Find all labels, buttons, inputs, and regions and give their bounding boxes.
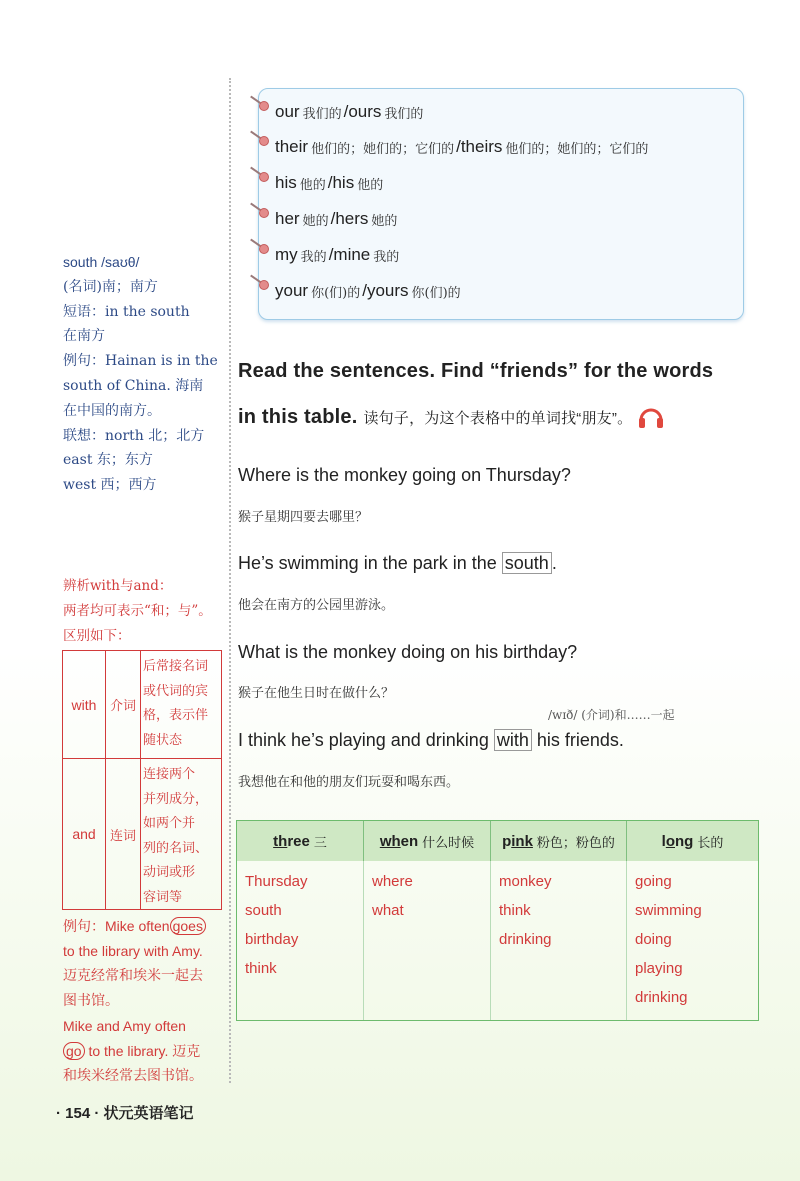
header-when-rest: en <box>400 832 419 850</box>
header-long <box>627 821 758 861</box>
compare-desc-line: 后常接名词 <box>143 659 209 674</box>
sentence-1-zh: 猴子星期四要去哪里？ <box>238 510 369 525</box>
with-and-title-2: 两者均可表示“和；与”。 <box>63 602 212 619</box>
table-column <box>364 861 491 1020</box>
sentence-4-zh: 我想他在和他的朋友们玩耍和喝东西。 <box>238 775 460 790</box>
table-cell: birthday <box>245 931 299 948</box>
table-cell: think <box>499 902 531 919</box>
compare-and-pos: 连词 <box>106 759 141 909</box>
compare-row-with <box>63 651 221 759</box>
pronoun-adj-zh: 我的 <box>300 249 327 265</box>
pushpin-icon <box>244 242 270 268</box>
compare-with-desc <box>143 655 219 753</box>
sentence-2-end: . <box>551 553 557 573</box>
instruction-en: in this table. <box>238 405 358 428</box>
instruction-line-1: Read the sentences. Find “friends” for the words <box>238 360 714 382</box>
compare-desc-line: 随状态 <box>143 732 183 748</box>
instruction-zh: 读句子，为这个表格中的单词找“朋友”。 <box>363 409 633 427</box>
compare-desc-line: 列的名词、 <box>143 840 209 856</box>
header-long-ul: o <box>665 832 675 850</box>
with-and-title-3: 区别如下： <box>63 627 131 644</box>
pronoun-row <box>244 276 463 306</box>
example-2-zh: 和埃米经常去图书馆。 <box>63 1068 203 1084</box>
example-2-line-1: Mike and Amy often <box>63 1018 186 1034</box>
sentence-4-en <box>238 730 624 751</box>
table-column <box>237 861 364 1020</box>
south-note-line: 联想：north 北；北方 <box>63 427 205 444</box>
example-2-line-2 <box>63 1039 206 1064</box>
sentence-4-end: his friends. <box>531 730 624 750</box>
example-1-circled: goes <box>170 917 206 935</box>
sentence-2-text: He’s swimming in the park in the <box>238 553 502 573</box>
pronoun-adj: her <box>275 209 300 228</box>
example-1-line-2: to the library with Amy. <box>63 943 203 959</box>
with-pronunciation-note: /wɪð/ (介词)和……一起 <box>548 708 675 722</box>
table-cell: swimming <box>635 902 702 919</box>
pushpin-icon <box>244 278 270 304</box>
with-and-title <box>63 574 212 648</box>
header-pink-ul: ink <box>511 832 533 850</box>
pronoun-noun: /his <box>327 173 355 192</box>
pronoun-adj-zh: 她的 <box>302 213 329 229</box>
instruction-line-2 <box>238 402 666 432</box>
pronoun-adj: his <box>275 173 297 192</box>
header-when-ul: wh <box>379 832 401 850</box>
example-1-line-1 <box>63 914 206 939</box>
pushpin-icon <box>244 134 270 160</box>
pronoun-adj: our <box>275 102 300 121</box>
pronoun-row <box>244 97 425 127</box>
pronoun-adj: their <box>275 137 309 156</box>
table-body <box>237 861 758 1020</box>
sentence-4-text: I think he’s playing and drinking <box>238 730 494 750</box>
table-cell: drinking <box>499 931 552 948</box>
keyword-with: with <box>494 729 532 751</box>
example-2-post: to the library. 迈克 <box>84 1043 201 1059</box>
pronoun-row <box>244 168 385 198</box>
with-and-compare-table <box>62 650 222 910</box>
table-cell: Thursday <box>245 873 308 890</box>
table-cell: south <box>245 902 282 919</box>
south-note-line: 例句：Hainan is in the <box>63 353 218 370</box>
pronoun-adj: my <box>275 245 298 264</box>
example-1-zh-2: 图书馆。 <box>63 993 119 1009</box>
compare-and-word: and <box>63 759 106 909</box>
with-and-examples <box>63 914 206 1089</box>
table-cell: playing <box>635 960 683 977</box>
sentence-3-zh: 猴子在他生日时在做什么？ <box>238 686 395 701</box>
header-long-pre: l <box>661 832 666 850</box>
south-note-line: 短语：in the south <box>63 303 190 320</box>
compare-desc-line: 动词或形 <box>143 865 196 880</box>
pronoun-noun: /mine <box>328 245 371 264</box>
table-header <box>237 821 758 861</box>
header-pink <box>491 821 627 861</box>
pronoun-noun-zh: 她的 <box>371 213 398 229</box>
pronoun-noun-zh: 我们的 <box>384 106 424 122</box>
table-cell: what <box>372 902 404 919</box>
example-2-circled: go <box>63 1042 85 1060</box>
sentence-2-zh: 他会在南方的公园里游泳。 <box>238 598 395 613</box>
table-column <box>491 861 627 1020</box>
sentence-1-en: Where is the monkey going on Thursday? <box>238 465 571 485</box>
table-cell: think <box>245 960 277 977</box>
header-three-rest: ree <box>287 832 310 850</box>
south-note-line: south /saʊθ/ <box>63 254 140 270</box>
pronoun-row <box>244 132 650 162</box>
sound-sorting-table <box>236 820 759 1021</box>
table-cell: where <box>372 873 413 890</box>
header-pink-pre: p <box>502 832 512 850</box>
header-three-zh: 三 <box>313 834 327 850</box>
header-pink-zh: 粉色；粉色的 <box>536 834 615 850</box>
header-when <box>364 821 491 861</box>
compare-desc-line: 容词等 <box>143 889 183 905</box>
pronoun-noun: /yours <box>362 281 409 300</box>
margin-divider <box>229 78 231 1083</box>
page-footer: · 154 · 状元英语笔记 <box>56 1105 194 1122</box>
compare-desc-line: 或代词的宾 <box>143 683 209 699</box>
table-cell: drinking <box>635 989 688 1006</box>
table-cell: monkey <box>499 873 552 890</box>
pronoun-noun: /ours <box>343 102 382 121</box>
pushpin-icon <box>244 206 270 232</box>
pronoun-noun-zh: 你(们)的 <box>411 285 461 301</box>
south-note-line: west 西；西方 <box>63 477 157 494</box>
header-when-zh: 什么时候 <box>422 834 475 850</box>
compare-desc-line: 连接两个 <box>143 767 196 782</box>
sentence-3-en: What is the monkey doing on his birthday? <box>238 642 578 662</box>
south-note-line: 在中国的南方。 <box>63 402 161 419</box>
pronoun-row <box>244 204 399 234</box>
pronoun-adj-zh: 你(们)的 <box>311 285 361 301</box>
pronoun-adj-zh: 他们的；她们的；它们的 <box>311 141 455 157</box>
pronoun-adj-zh: 他的 <box>299 177 326 193</box>
table-cell: going <box>635 873 672 890</box>
south-note-line: south of China. 海南 <box>63 377 204 394</box>
pushpin-icon <box>244 170 270 196</box>
south-note-line: (名词)南；南方 <box>63 278 158 295</box>
pronoun-noun-zh: 我的 <box>373 249 400 265</box>
pronoun-noun: /theirs <box>456 137 503 156</box>
header-three-ul: th <box>273 832 288 850</box>
pronoun-noun-zh: 他的 <box>357 177 384 193</box>
pronoun-noun-zh: 他们的；她们的；它们的 <box>505 141 649 157</box>
table-cell: doing <box>635 931 672 948</box>
pronoun-adj-zh: 我们的 <box>302 106 342 122</box>
table-column <box>627 861 758 1020</box>
south-vocab-note <box>63 250 218 498</box>
pronoun-adj: your <box>275 281 309 300</box>
compare-desc-line: 格，表示伴 <box>143 708 209 723</box>
example-1-pre: 例句：Mike often <box>63 918 170 934</box>
compare-with-word: with <box>63 651 106 758</box>
compare-desc-line: 并列成分， <box>143 791 209 807</box>
pushpin-icon <box>244 99 270 125</box>
compare-and-desc <box>143 763 219 910</box>
pronoun-row <box>244 240 401 270</box>
header-long-zh: 长的 <box>697 834 724 850</box>
with-and-title-1: 辨析with与and： <box>63 578 173 594</box>
south-note-line: 在南方 <box>63 328 105 345</box>
compare-with-pos: 介词 <box>106 651 141 758</box>
keyword-south: south <box>502 552 552 574</box>
example-1-zh-1: 迈克经常和埃米一起去 <box>63 968 203 984</box>
compare-row-and <box>63 759 221 909</box>
header-long-rest: ng <box>675 832 694 850</box>
sentence-2-en <box>238 553 557 574</box>
header-three <box>237 821 364 861</box>
pronoun-noun: /hers <box>330 209 369 228</box>
compare-desc-line: 如两个并 <box>143 816 196 831</box>
headphones-icon[interactable] <box>636 402 666 432</box>
south-note-line: east 东；东方 <box>63 452 153 469</box>
